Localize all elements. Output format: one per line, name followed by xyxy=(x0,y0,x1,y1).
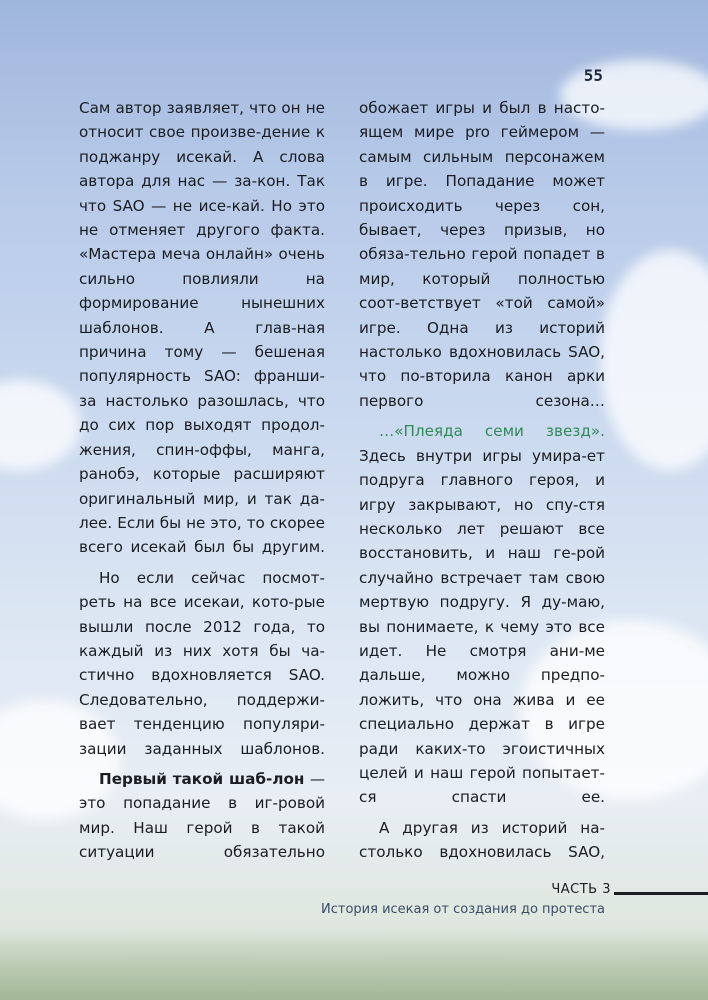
cloud-decoration xyxy=(600,250,708,470)
right-paragraph-3: А другая из историй на-столько вдохновилась SAO, xyxy=(359,818,605,862)
cloud-decoration xyxy=(0,380,80,470)
left-paragraph-1: Сам автор заявляет, что он не относит свое произве-дение к поджанру исекай. А слова автора для нас — за-кон. Так что SAO — не исе-кай. Но это не отменяет другого факта. «Мастера меча онлайн» очень сильно повлияли на формирование нынешних шаблонов. А глав-ная причина тому — бешеная популярность SAO: франши-за настолько разошлась, что до сих пор выходят продол-жения, спин-оффы, манга, ранобэ, которые расширяют оригинальный мир, и так да-лее. Если бы не это, то скорее всего исекай был бы другим. xyxy=(79,99,325,557)
paragraph-text: Здесь внутри игры умира-ет подруга главного героя, и игру закрывают, но спу-стя несколько лет решают все восстановить, и наш ге-рой случайно встречает там свою мертвую подругу. Я ду-маю, вы понимаете, к чему это все идет. Не смотря ани-ме дальше, можно предпо-ложить, что она жива и ее специально держат в игре ради каких-то эгоистичных целей и наш герой попытает-ся спасти ее. xyxy=(359,446,605,807)
page-number: 55 xyxy=(583,66,603,85)
chapter-label: ЧАСТЬ 3 xyxy=(551,882,611,897)
landscape-decoration xyxy=(0,930,708,1000)
accent-phrase: …«Плеяда семи звезд». xyxy=(379,422,605,441)
right-paragraph-2 xyxy=(359,419,605,810)
chapter-subtitle: История исекая от создания до протеста xyxy=(321,902,605,917)
left-paragraph-2: Но если сейчас посмот-реть на все исекаи, кото-рые вышли после 2012 года, то каждый из них хотя бы ча-стично вдохновляется SAO. Следовательно, поддержи-вает тенденцию популяри-зации заданных шаблонов. xyxy=(79,568,325,758)
right-column xyxy=(359,96,605,871)
paragraph-text: — это попадание в иг-ровой мир. Наш герой в такой ситуации обязательно xyxy=(79,769,326,862)
left-paragraph-3 xyxy=(79,767,325,865)
bold-phrase: Первый такой шаб-лон xyxy=(99,769,305,788)
right-paragraph-1: обожает игры и был в насто-ящем мире pro геймером — самым сильным персонажем в игре. Попадание может происходить через сон, бывает, через призыв, но обяза-тельно герой попадет в мир, который полностью соот-ветствует «той самой» игре. Одна из историй настолько вдохновилась SAO, что по-вторила канон арки первого сезона… xyxy=(359,99,605,410)
left-column xyxy=(79,96,325,871)
footer-rule xyxy=(614,892,708,895)
